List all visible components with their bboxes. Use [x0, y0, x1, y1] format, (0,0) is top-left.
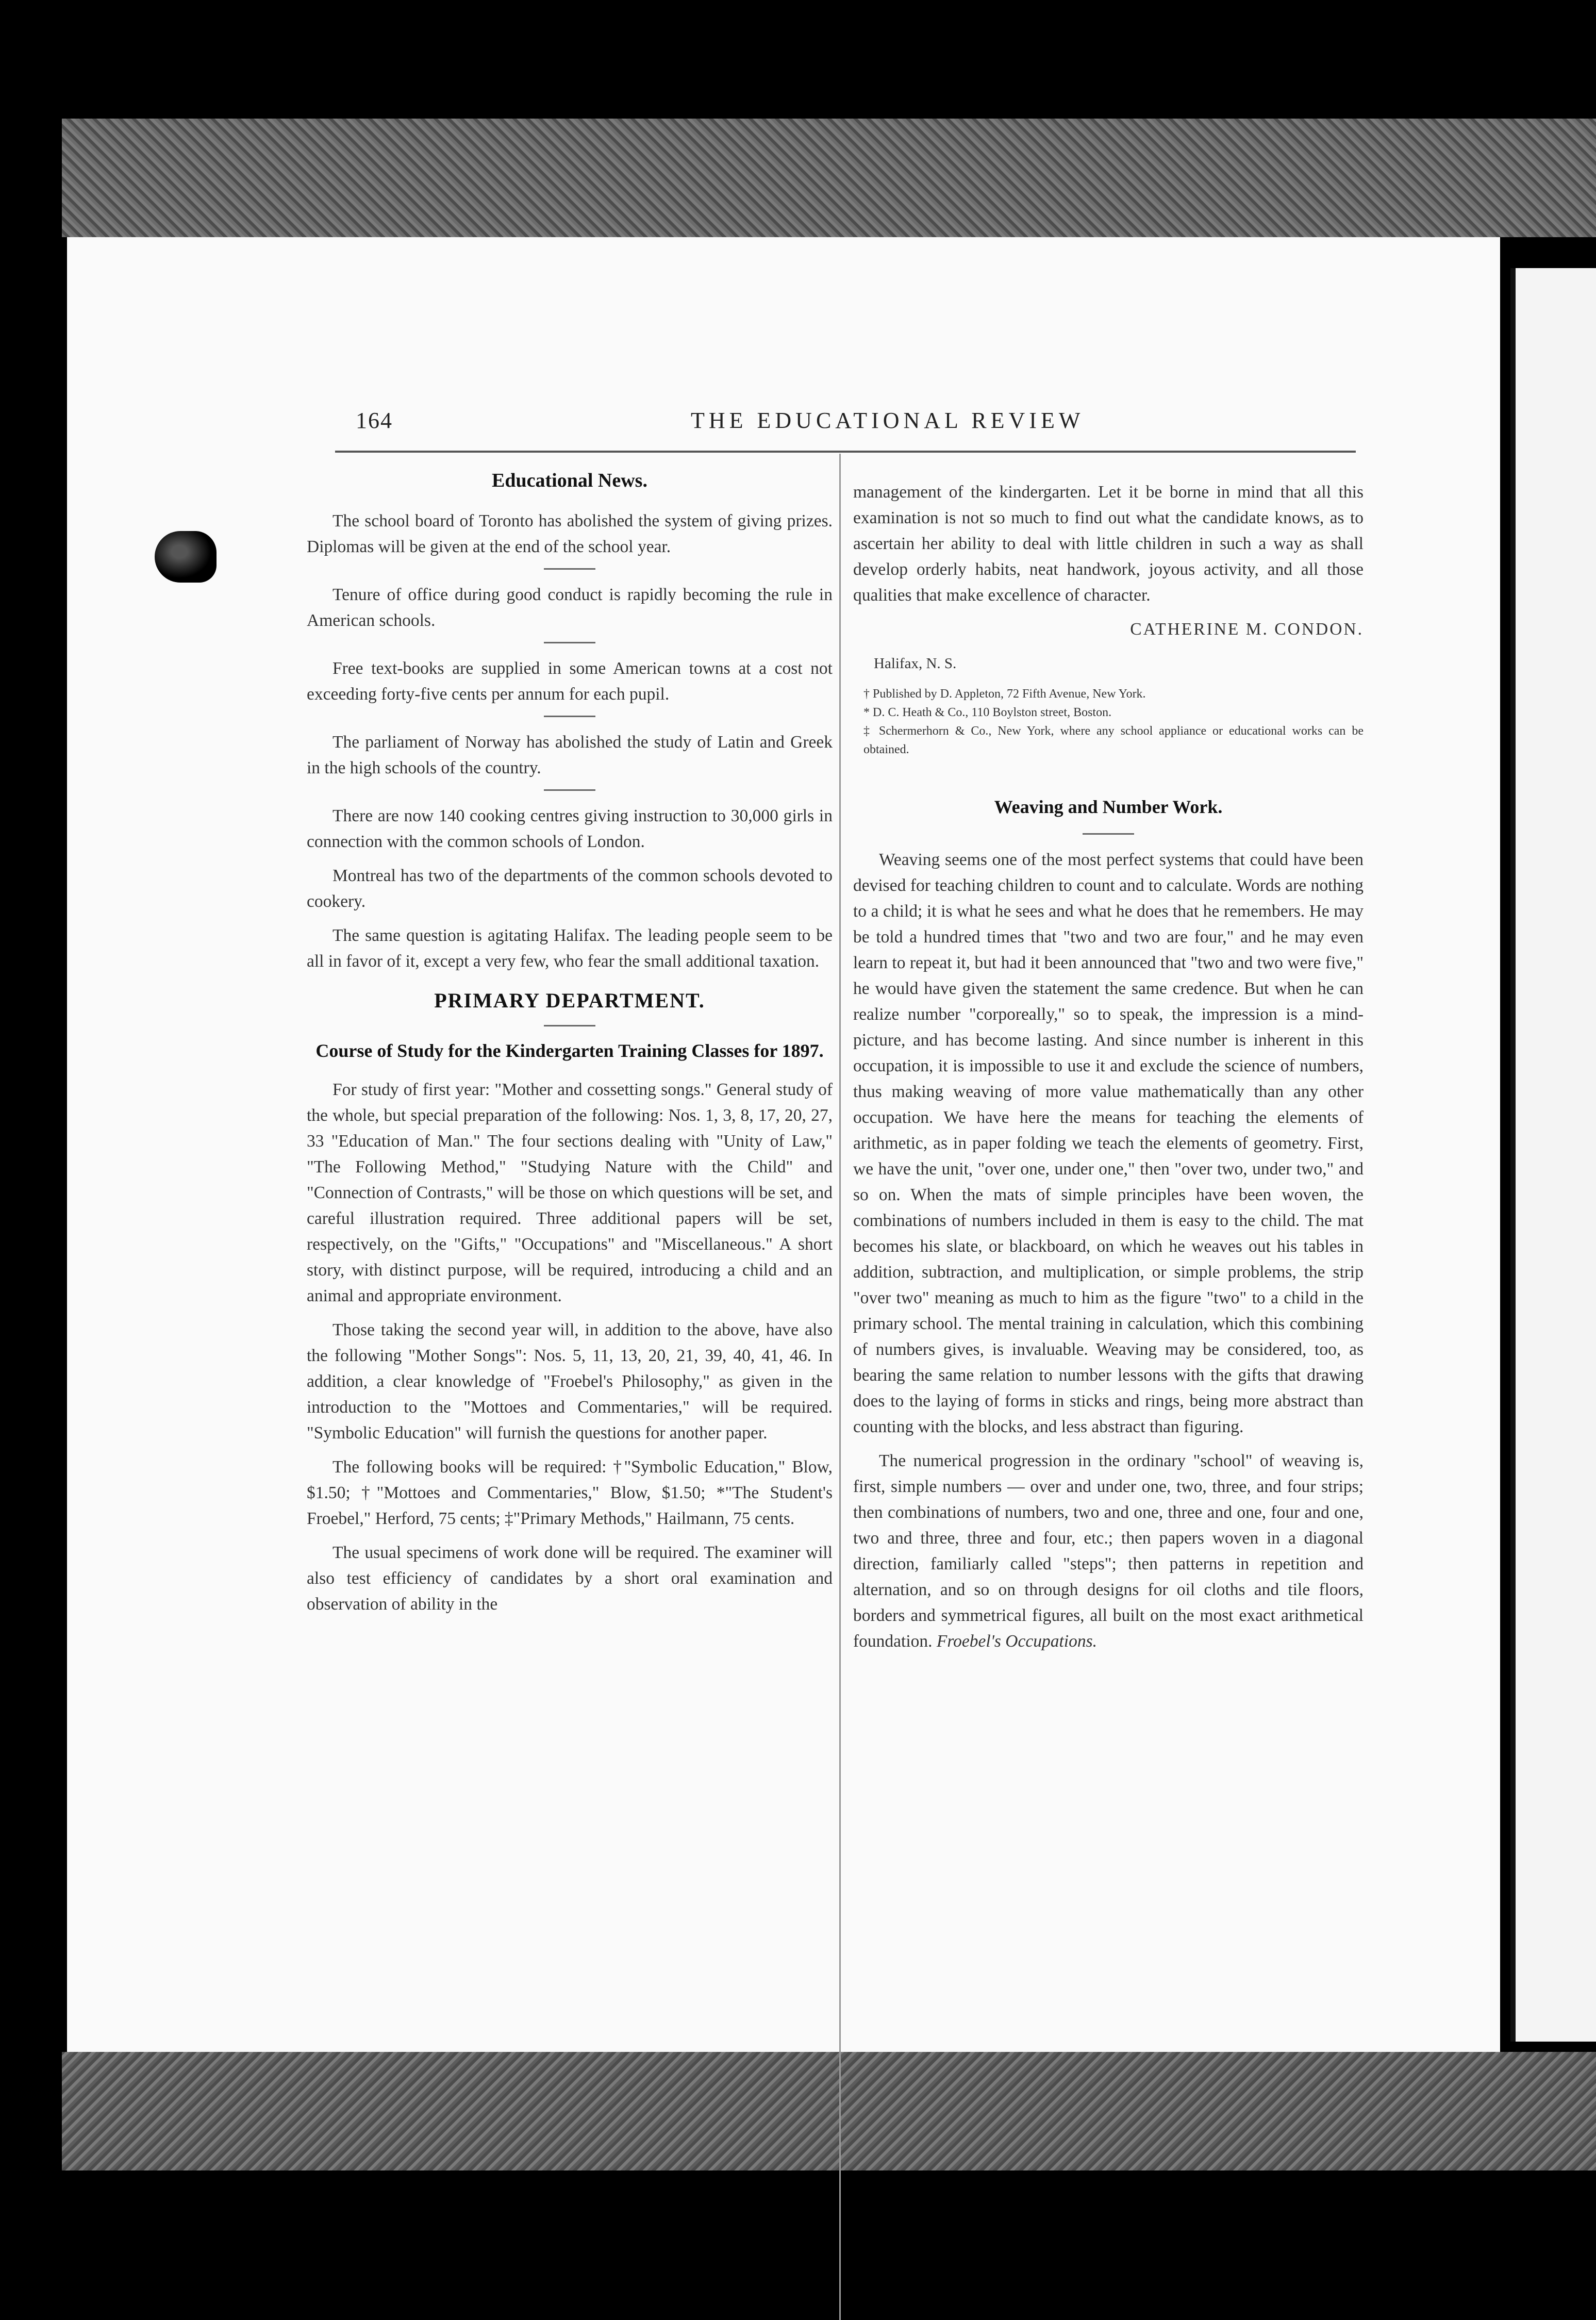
weaving-paragraph [853, 1448, 1364, 1654]
news-item: There are now 140 cooking centres giving instruction to 30,000 girls in connection with the common schools of London. [307, 806, 833, 851]
author-place: Halifax, N. S. [874, 655, 957, 672]
continuation-paragraph: management of the kindergarten. Let it be borne in mind that all this examination is not so much to find out what the candidate knows, as to ascertain her ability to deal with little children in such a way as shall develop orderly habits, neat handwork, joyous activity, and all those qualities that make excellence of character. [853, 483, 1364, 605]
scanner-background-top [62, 119, 1596, 237]
page-number: 164 [356, 408, 393, 433]
separator [544, 716, 595, 717]
weaving-text: The numerical progression in the ordinary "school" of weaving is, first, simple numbers — over and under one, two, three, and four strips; then combinations of numbers, two and one, three and one, four and one, two and three, three and four, etc.; then papers woven in a diagonal direction, familiarly called "steps"; then patterns in repetition and alternation, and so on through designs for oil cloths and tile floors, borders and symmetrical figures, all built on the most exact arithmetical foundation. [853, 1451, 1364, 1651]
footnote: † Published by D. Appleton, 72 Fifth Avenue, New York. [863, 687, 1146, 701]
course-heading: Course of Study for the Kindergarten Training Classes for 1897. [315, 1040, 824, 1061]
running-header [356, 407, 1376, 438]
news-item: The parliament of Norway has abolished the study of Latin and Greek in the high schools of the country. [307, 733, 833, 777]
left-column [307, 468, 833, 1626]
journal-title: THE EDUCATIONAL REVIEW [691, 408, 1085, 433]
footnote: ‡ Schermerhorn & Co., New York, where any school appliance or educational works can be obtained. [863, 724, 1364, 756]
facing-page-edge [1510, 268, 1596, 2042]
course-paragraph: The following books will be required: †"Symbolic Education," Blow, $1.50; †"Mottoes and Commentaries," Blow, $1.50; *"The Student's Froebel," Herford, 75 cents; ‡"Primary Methods," Hailmann, 75 cents. [307, 1457, 833, 1528]
right-column [853, 479, 1364, 1663]
weaving-paragraph: Weaving seems one of the most perfect systems that could have been devised for teaching children to count and to calculate. Words are nothing to a child; it is what he sees and what he does that he remembers. He may be told a hundred times that "two and two are four," and he may even learn to repeat it, but had it been announced that "two and two were five," he would have given the statement the same credence. But when he can realize number "corporeally," so to speak, the impression is a mind-picture, and has become lasting. And since number is inherent in this occupation, it is impossible to use it and exclude the science of numbers, thus making weaving of more value mathematically than any other occupation. We have here the means for teaching the elements of arithmetic, as in paper folding we teach the elements of geometry. First, we have the unit, "over one, under one," then "over two, under two," and so on. When the mats of simple principles have been woven, the combinations of numbers included in them is easy to the child. The mat becomes his slate, or blackboard, on which he weaves out his tables in addition, subtraction, and multiplication, or simple problems, the strip "over two" meaning as much to him as the figure "two" to a child in the primary school. The mental training in calculation, which this combining of numbers gives, is invaluable. Weaving may be considered, too, as bearing the same relation to number lessons with the gifts that drawing does to the laying of forms in sticks and rings, being more abstract than counting with the blocks, and less abstract than figuring. [853, 850, 1364, 1436]
news-item: Tenure of office during good conduct is rapidly becoming the rule in American schools. [307, 585, 833, 630]
citation: Froebel's Occupations. [936, 1632, 1097, 1651]
news-item: The school board of Toronto has abolished the system of giving prizes. Diplomas will be given at the end of the school year. [307, 511, 833, 556]
news-item: Free text-books are supplied in some American towns at a cost not exceeding forty-five cents per annum for each pupil. [307, 659, 833, 704]
footnote: * D. C. Heath & Co., 110 Boylston street, Boston. [863, 706, 1112, 719]
separator [1083, 833, 1134, 835]
news-item: Montreal has two of the departments of the common schools devoted to cookery. [307, 866, 833, 911]
column-divider [839, 454, 841, 2320]
course-paragraph: For study of first year: "Mother and cossetting songs." General study of the whole, but special preparation of the following: Nos. 1, 3, 8, 17, 20, 27, 33 "Education of Man." The four sections dealing with "Unity of Law," "The Following Method," "Studying Nature with the Child" and "Connection of Contrasts," will be those on which questions will be set, and careful illustration required. Three additional papers will be set, respectively, on the "Gifts," "Occupations" and "Miscellaneous." A short story, with distinct purpose, will be required, introducing a child and an animal and appropriate environment. [307, 1080, 833, 1305]
separator [544, 642, 595, 643]
separator [544, 1025, 595, 1026]
footnotes [863, 685, 1364, 759]
pen-tip-shadow [155, 531, 217, 583]
scanner-background-bottom [62, 2052, 1596, 2170]
separator [544, 568, 595, 570]
primary-department-heading: PRIMARY DEPARTMENT. [434, 989, 705, 1012]
author-signature: CATHERINE M. CONDON. [1130, 620, 1364, 639]
news-heading: Educational News. [492, 470, 647, 491]
course-paragraph: Those taking the second year will, in addition to the above, have also the following "Mother Songs": Nos. 5, 11, 13, 20, 21, 39, 40, 41, 46. In addition, a clear knowledge of "Froebel's Philosophy," as given in the introduction to the "Mottoes and Commentaries," will be required. "Symbolic Education" will furnish the questions for another paper. [307, 1320, 833, 1443]
weaving-heading: Weaving and Number Work. [994, 797, 1223, 817]
separator [544, 789, 595, 791]
header-rule [335, 451, 1356, 453]
news-item: The same question is agitating Halifax. The leading people seem to be all in favor of it, except a very few, who fear the small additional taxation. [307, 926, 833, 971]
course-paragraph: The usual specimens of work done will be required. The examiner will also test efficiency of candidates by a short oral examination and observation of ability in the [307, 1543, 833, 1614]
